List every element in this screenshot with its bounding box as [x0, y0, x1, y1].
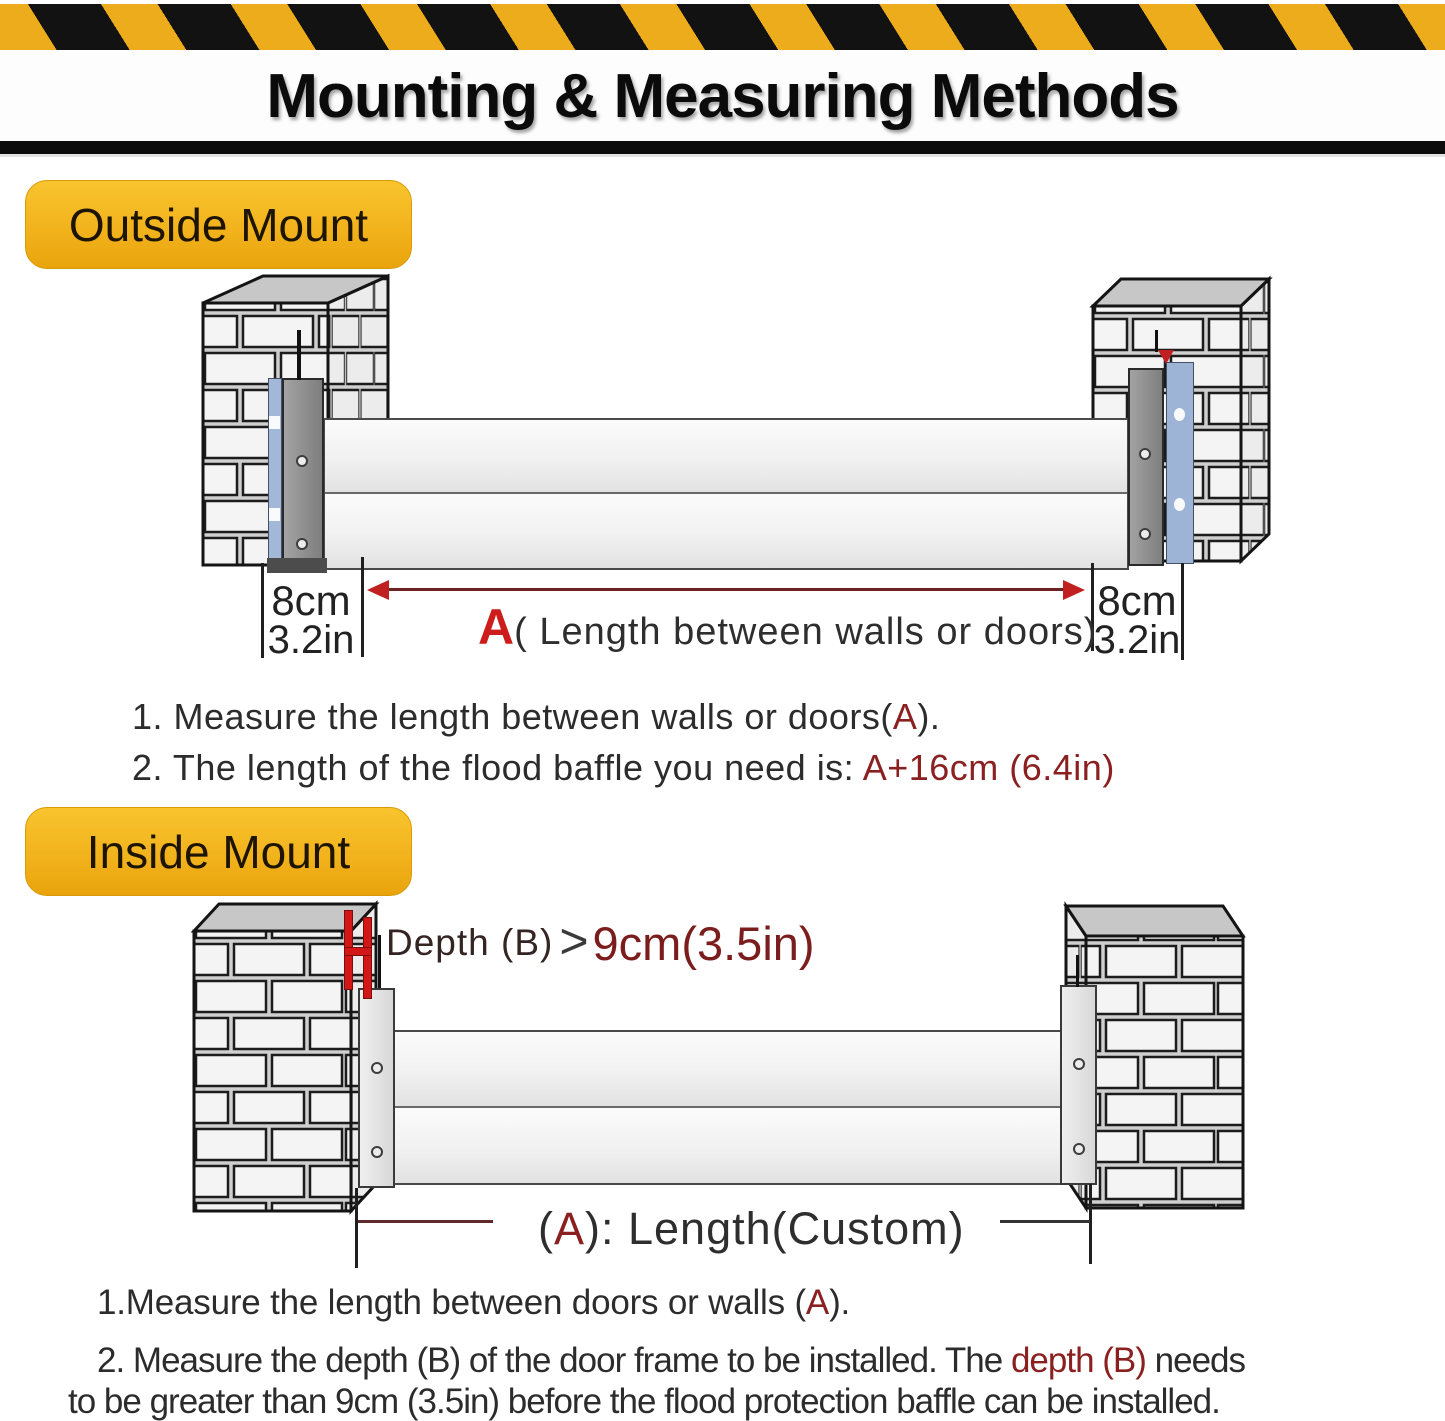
inside-step-1: 1.Measure the length between doors or walls (A). — [97, 1283, 851, 1322]
seal-screw-mark — [269, 416, 280, 429]
right-seal-strip — [1166, 362, 1194, 564]
dimension-tick — [1089, 1184, 1092, 1264]
rail-hole — [371, 1062, 383, 1074]
left-offset-cm: 8cm — [271, 577, 351, 624]
outside-mount-badge: Outside Mount — [25, 180, 412, 269]
rail-hole — [1073, 1058, 1085, 1070]
left-offset-in: 3.2in — [267, 618, 355, 662]
outside-step-2: 2. The length of the flood baffle you need is: A+16cm (6.4in) — [132, 747, 1115, 788]
barrier-board-bottom — [325, 494, 1127, 568]
length-dimension-arrow — [367, 580, 1085, 600]
right-offset-cm: 8cm — [1097, 577, 1177, 624]
arrowhead-right — [1063, 580, 1085, 600]
arrow-shaft — [381, 588, 1071, 591]
red-arrow-marker — [1158, 350, 1174, 364]
bracket-hole — [1139, 448, 1151, 460]
rail-hole — [371, 1146, 383, 1158]
inside-flood-barrier — [393, 1030, 1062, 1185]
rail-hole — [1073, 1143, 1085, 1155]
seal-screw-mark — [1174, 498, 1185, 511]
barrier-board-top — [395, 1032, 1060, 1108]
page-title: Mounting & Measuring Methods — [266, 61, 1179, 131]
bracket-hole — [296, 538, 308, 550]
seal-screw-mark — [269, 508, 280, 521]
seal-screw-mark — [1174, 408, 1185, 421]
outside-flood-barrier — [323, 418, 1129, 570]
length-between-walls-label: A( Length between walls or doors) — [478, 599, 1098, 655]
left-door-rail — [358, 988, 395, 1188]
inside-step-2-line2: to be greater than 9cm (3.5in) before the flood protection baffle can be installed. — [68, 1382, 1220, 1421]
depth-gauge-crossbar — [344, 947, 372, 956]
depth-gauge-bar — [363, 917, 372, 999]
barrier-board-bottom — [395, 1108, 1060, 1183]
dimension-dash — [1000, 1220, 1090, 1223]
barrier-board-top — [325, 420, 1127, 494]
title-band — [0, 50, 1445, 142]
bracket-pin — [297, 330, 301, 380]
hazard-stripe-band — [0, 4, 1445, 52]
custom-length-label: (A): Length(Custom) — [538, 1203, 965, 1254]
rail-pin — [1076, 955, 1079, 987]
bracket-pin — [1155, 330, 1158, 352]
greater-than-sign: > — [559, 913, 589, 969]
right-offset-in: 3.2in — [1093, 618, 1181, 662]
inside-step-2-line1: 2. Measure the depth (B) of the door frame to be installed. The depth (B) needs — [97, 1341, 1246, 1380]
right-door-rail — [1060, 985, 1097, 1185]
dimension-tick — [355, 1188, 358, 1268]
depth-requirement-label: Depth (B) > 9cm(3.5in) — [386, 913, 815, 970]
bracket-foot — [267, 558, 327, 573]
banner-divider — [0, 141, 1445, 154]
bracket-hole — [296, 455, 308, 467]
dimension-letter-a: A — [478, 599, 515, 655]
left-seal-strip — [268, 378, 282, 568]
arrowhead-left — [367, 580, 389, 600]
bracket-hole — [1139, 528, 1151, 540]
rail-pin — [378, 935, 381, 988]
outside-step-1: 1. Measure the length between walls or doors(A). — [132, 696, 941, 737]
inside-mount-badge: Inside Mount — [25, 807, 412, 896]
dimension-dash — [358, 1220, 493, 1223]
